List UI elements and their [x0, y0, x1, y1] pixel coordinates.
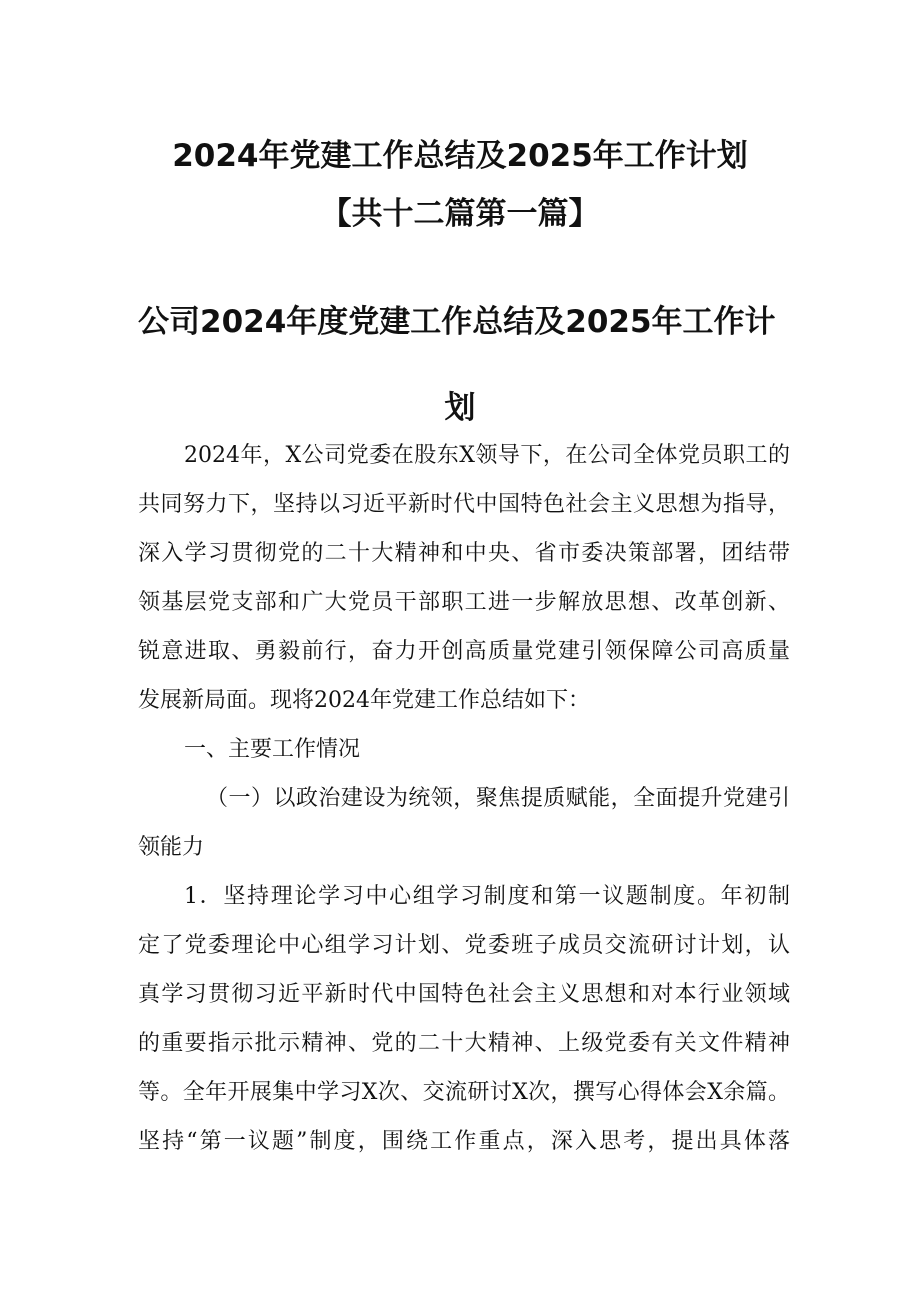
subsection-heading-line: 领能力: [138, 835, 205, 860]
document-part-label: 【共十二篇第一篇】: [320, 196, 600, 232]
intro-line: 锐意进取、勇毅前行，奋力开创高质量党建引领保障公司高质量: [138, 639, 790, 664]
article-title-line-2: 划: [444, 390, 476, 426]
intro-line: 深入学习贯彻党的二十大精神和中央、省市委决策部署，团结带: [138, 541, 790, 566]
item-line: 真学习贯彻习近平新时代中国特色社会主义思想和对本行业领域: [138, 982, 790, 1007]
intro-line: 发展新局面。现将2024年党建工作总结如下：: [138, 688, 590, 713]
document-title: 2024年党建工作总结及2025年工作计划: [172, 138, 748, 174]
section-heading: 一、主要工作情况: [184, 737, 361, 762]
item-line: 的重要指示批示精神、党的二十大精神、上级党委有关文件精神: [138, 1031, 790, 1056]
item-line: 定了党委理论中心组学习计划、党委班子成员交流研讨计划，认: [138, 933, 790, 958]
subsection-heading-line: （一）以政治建设为统领，聚焦提质赋能，全面提升党建引: [206, 786, 790, 811]
item-line: 1．坚持理论学习中心组学习制度和第一议题制度。年初制: [184, 884, 790, 909]
intro-line: 领基层党支部和广大党员干部职工进一步解放思想、改革创新、: [138, 590, 790, 615]
item-line: 等。全年开展集中学习X次、交流研讨X次，撰写心得体会X余篇。: [138, 1080, 790, 1105]
intro-line: 共同努力下，坚持以习近平新时代中国特色社会主义思想为指导，: [138, 492, 790, 517]
intro-line: 2024年，X公司党委在股东X领导下，在公司全体党员职工的: [184, 443, 790, 468]
item-line: 坚持“第一议题”制度，围绕工作重点，深入思考，提出具体落: [138, 1129, 790, 1154]
article-title-line-1: 公司2024年度党建工作总结及2025年工作计: [138, 304, 776, 340]
